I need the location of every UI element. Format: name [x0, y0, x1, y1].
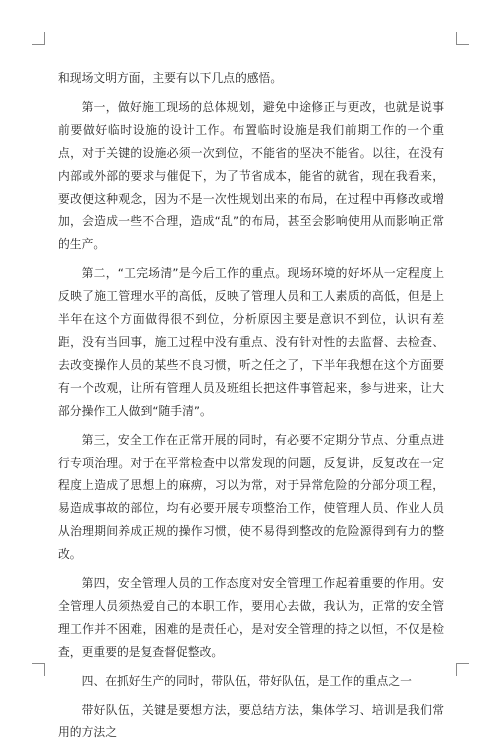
paragraph-intro-continuation: 和现场文明方面，主要有以下几点的感悟。: [58, 71, 283, 85]
paragraph-point-four: 第四，安全管理人员的工作态度对安全管理工作起着重要的作用。安全管理人员须热爱自己的本职工作，要用心去做，我认为，正常的安全管理工作并不困难，困难的是责任心，是对安全管理的持之以恒，不仅是检查，更重要的是复查督促整改。: [58, 576, 444, 659]
crop-mark-bottom-left: [32, 663, 45, 676]
section-heading-four: 四、在抓好生产的同时，带队伍，带好队伍，是工作的重点之一: [81, 673, 412, 688]
crop-mark-bottom-right: [456, 663, 469, 676]
crop-mark-top-left: [32, 32, 45, 45]
paragraph-point-one: 第一，做好施工现场的总体规划，避免中途修正与更改，也就是说事前要做好临时设施的设计工作。布置临时设施是我们前期工作的一个重点，对于关键的设施必须一次到位，不能省的坚决不能省。以往，在没有内部或外部的要求与催促下，为了节省成本，能省的就省，现在我看来，要改便这种观念，因为不是一次性规划出来的布局，在过程中再修改或增加，会造成一些不合理，造成“乱”的布局，甚至会影响使用从而影响正常的生产。: [58, 99, 444, 252]
paragraph-point-three: 第三，安全工作在正常开展的同时，有必要不定期分节点、分重点进行专项治理。对于在平常检查中以常发现的问题，反复讲，反复改在一定程度上造成了思想上的麻痹，习以为常，对于异常危险的分部分项工程，易造成事故的部位，均有必要开展专项整治工作，使管理人员、作业人员从治理期间养成正规的操作习惯，使不易得到整改的危险源得到有力的整改。: [58, 432, 444, 562]
crop-mark-top-right: [456, 32, 469, 45]
document-body: [58, 67, 444, 750]
paragraph-team-building: 带好队伍，关键是要想方法，要总结方法，集体学习、培训是我们常用的方法之: [58, 702, 444, 740]
paragraph-point-two: 第二，“工完场清”是今后工作的重点。现场环境的好坏从一定程度上反映了施工管理水平的高低，反映了管理人员和工人素质的高低，但是上半年在这个方面做得很不到位，分析原因主要是意识不到位，认识有差距，没有当回事，施工过程中没有重点、没有针对性的去监督、去检查、去改变操作人员的某些不良习惯，听之任之了，下半年我想在这个方面要有一个改观，让所有管理人员及班组长把这件事管起来，参与进来，让大部分操作工人做到“随手清”。: [58, 266, 444, 418]
